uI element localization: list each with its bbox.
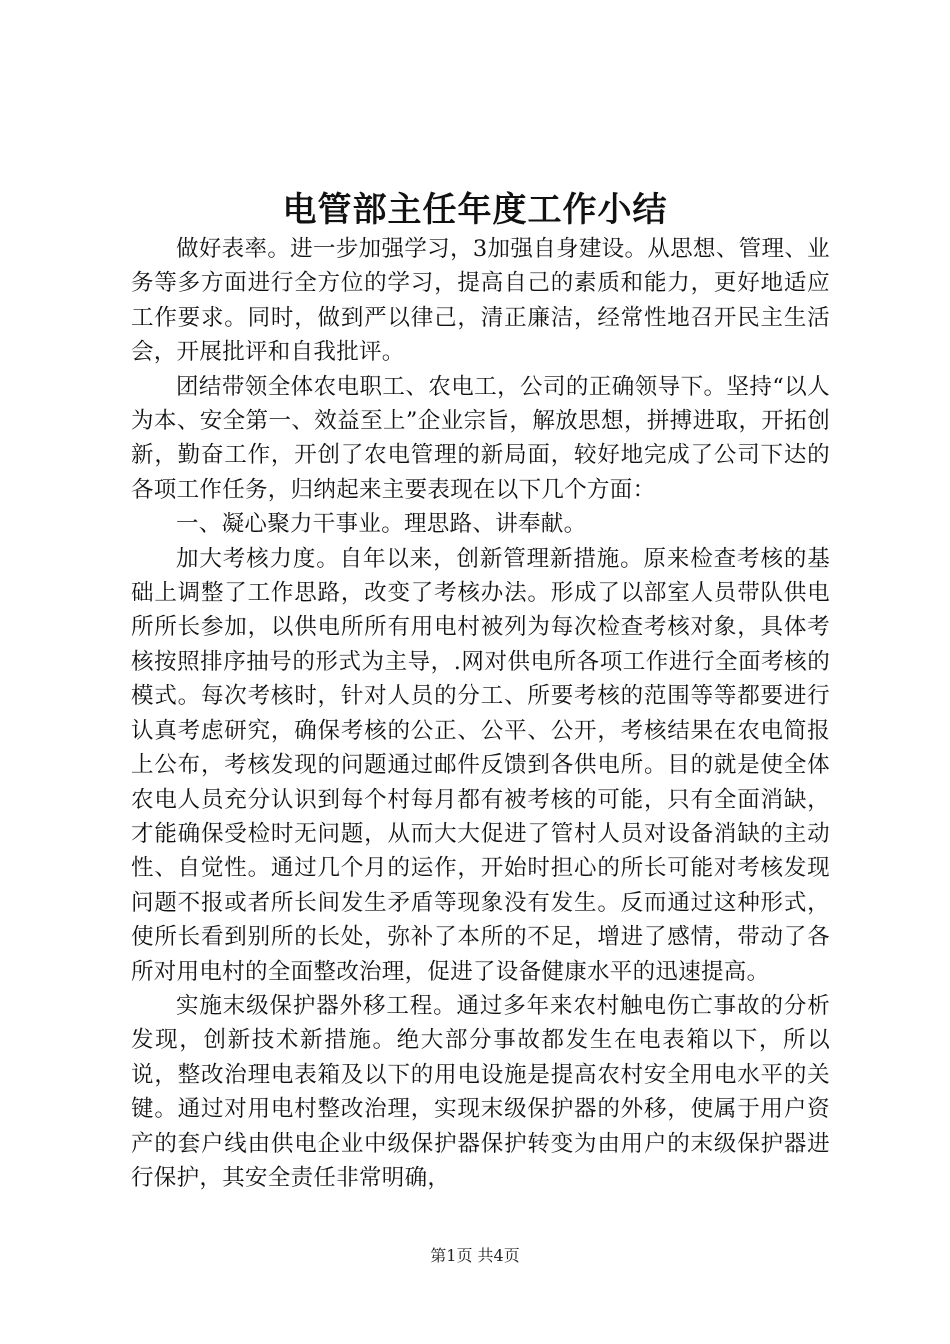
paragraph: 团结带领全体农电职工、农电工，公司的正确领导下。坚持“以人为本、安全第一、效益至上”企业宗旨，解放思想，拼搏进取，开拓创新，勤奋工作，开创了农电管理的新局面，较好地完成了公司下达的各项工作任务，归纳起来主要表现在以下几个方面：: [131, 373, 830, 503]
paragraph: 加大考核力度。自年以来，创新管理新措施。原来检查考核的基础上调整了工作思路，改变了考核办法。形成了以部室人员带队供电所所长参加，以供电所所有用电村被列为每次检查考核对象，具体考核按照排序抽号的形式为主导，.网对供电所各项工作进行全面考核的模式。每次考核时，针对人员的分工、所要考核的范围等等都要进行认真考虑研究，确保考核的公正、公平、公开，考核结果在农电简报上公布，考核发现的问题通过邮件反馈到各供电所。目的就是使全体农电人员充分认识到每个村每月都有被考核的可能，只有全面消缺，才能确保受检时无问题，从而大大促进了管村人员对设备消缺的主动性、自觉性。通过几个月的运作，开始时担心的所长可能对考核发现问题不报或者所长间发生矛盾等现象没有发生。反而通过这种形式，使所长看到别所的长处，弥补了本所的不足，增进了感情，带动了各所对用电村的全面整改治理，促进了设备健康水平的迅速提高。: [131, 545, 830, 985]
document-title: 电管部主任年度工作小结: [282, 190, 668, 230]
document-body: [131, 232, 830, 1195]
paragraph: 一、凝心聚力干事业。理思路、讲奉献。: [176, 511, 587, 538]
paragraph: 做好表率。进一步加强学习，3加强自身建设。从思想、管理、业务等多方面进行全方位的学习，提高自己的素质和能力，更好地适应工作要求。同时，做到严以律己，清正廉洁，经常性地召开民主生活会，开展批评和自我批评。: [131, 236, 830, 366]
paragraph: 实施末级保护器外移工程。通过多年来农村触电伤亡事故的分析发现，创新技术新措施。绝大部分事故都发生在电表箱以下，所以说，整改治理电表箱及以下的用电设施是提高农村安全用电水平的关键。通过对用电村整改治理，实现末级保护器的外移，使属于用户资产的套户线由供电企业中级保护器保护转变为由用户的末级保护器进行保护，其安全责任非常明确，: [131, 992, 830, 1191]
page-number-footer: 第1页 共4页: [430, 1246, 520, 1265]
